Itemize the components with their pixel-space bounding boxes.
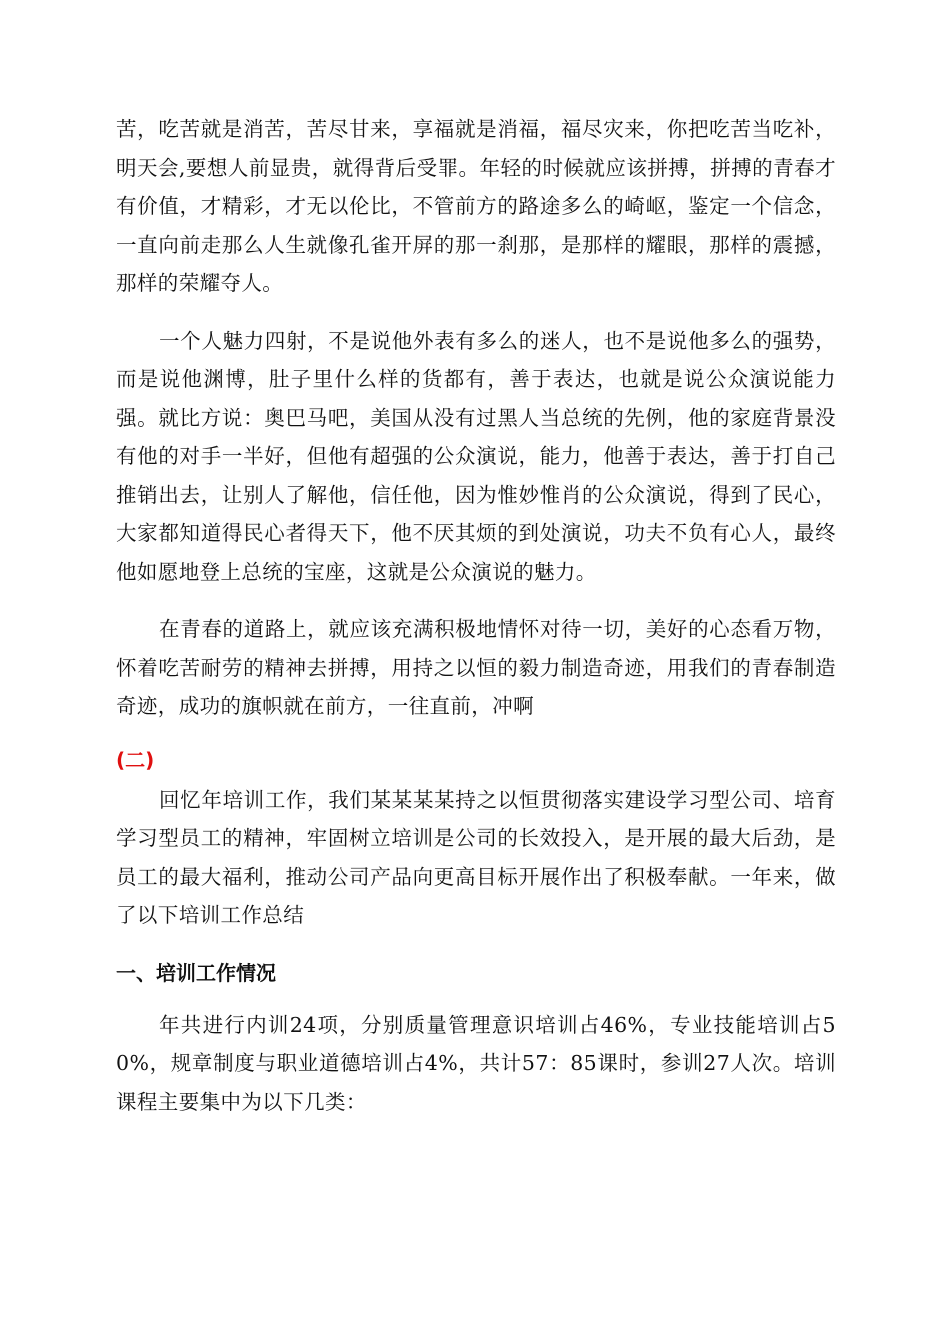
paragraph-1: 苦，吃苦就是消苦，苦尽甘来，享福就是消福，福尽灾来，你把吃苦当吃补，明天会,要想人前显贵，就得背后受罪。年轻的时候就应该拼搏，拼搏的青春才有价值，才精彩，才无以伦比，不管前方的路途多么的崎岖，鉴定一个信念，一直向前走那么人生就像孔雀开屏的那一刹那，是那样的耀眼，那样的震撼，那样的荣耀夺人。 [116,117,836,295]
heading-paragraph: 年共进行内训24项，分别质量管理意识培训占46%，专业技能培训占50%，规章制度与职业道德培训占4%，共计57：85课时，参训27人次。培训课程主要集中为以下几类： [116,1012,836,1114]
section-paragraph: 回忆年培训工作，我们某某某某持之以恒贯彻落实建设学习型公司、培育学习型员工的精神，牢固树立培训是公司的长效投入，是开展的最大后劲，是员工的最大福利，推动公司产品向更高目标开展作出了积极奉献。一年来，做了以下培训工作总结 [116,787,836,927]
paragraph-2: 一个人魅力四射，不是说他外表有多么的迷人，也不是说他多么的强势，而是说他渊博，肚子里什么样的货都有，善于表达，也就是说公众演说能力强。就比方说：奥巴马吧，美国从没有过黑人当总统的先例，他的家庭背景没有他的对手一半好，但他有超强的公众演说，能力，他善于表达，善于打自己推销出去，让别人了解他，信任他，因为惟妙惟肖的公众演说，得到了民心，大家都知道得民心者得天下，他不厌其烦的到处演说，功夫不负有心人，最终他如愿地登上总统的宝座，这就是公众演说的魅力。 [116,328,836,584]
section-heading: 一、培训工作情况 [116,960,276,985]
section-label: (二) [116,747,155,772]
document-page [116,110,836,1140]
paragraph-3: 在青春的道路上，就应该充满积极地情怀对待一切，美好的心态看万物，怀着吃苦耐劳的精神去拼搏，用持之以恒的毅力制造奇迹，用我们的青春制造奇迹，成功的旗帜就在前方，一往直前，冲啊 [116,617,836,718]
